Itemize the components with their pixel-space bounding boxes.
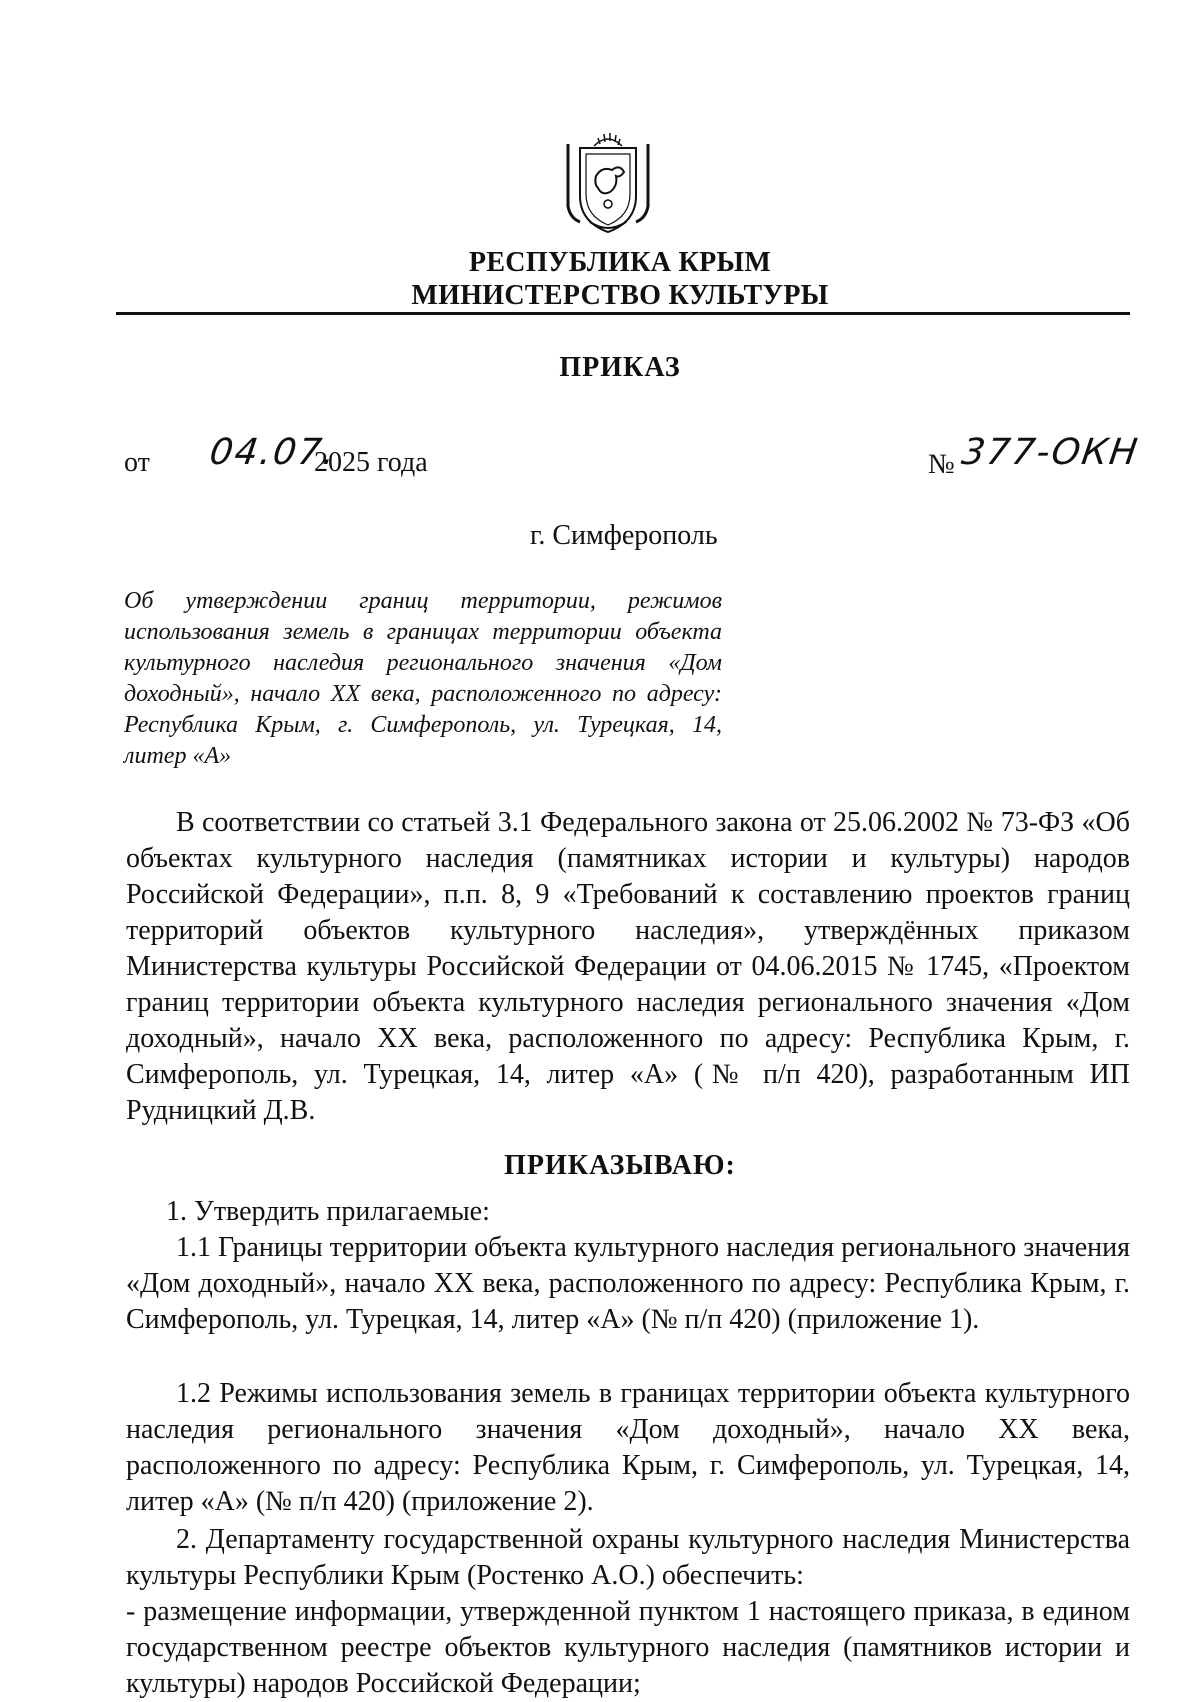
crimea-coat-of-arms-icon <box>560 126 656 236</box>
order-subject: Об утверждении границ территории, режимов использования земель в границах территории объекта культурного наследия регионального значения «Дом доходный», начало XX века, расположенного по адресу: Республика Крым, г. Симферополь, ул. Турецкая, 14, литер «А» <box>124 588 722 769</box>
number-label: № <box>928 449 955 480</box>
preamble-paragraph: В соответствии со статьей 3.1 Федерального закона от 25.06.2002 № 73-ФЗ «Об объектах культурного наследия (памятниках истории и культуры) народов Российской Федерации», п.п. 8, 9 «Требований к составлению проектов границ территорий объектов культурного наследия», утверждённых приказом Министерства культуры Российской Федерации от 04.06.2015 № 1745, «Проектом границ территории объекта культурного наследия регионального значения «Дом доходный», начало XX века, расположенного по адресу: Республика Крым, г. Симферополь, ул. Турецкая, 14, литер «А» (№ п/п 420), разработанным ИП Рудницкий Д.В. <box>126 807 1130 1126</box>
item-1: 1. Утвердить прилагаемые: <box>166 1196 490 1227</box>
date-from-label: от <box>124 447 150 478</box>
org-name-line1: РЕСПУБЛИКА КРЫМ <box>468 247 772 278</box>
header-divider <box>116 312 1130 315</box>
item-2: 2. Департаменту государственной охраны культурного наследия Министерства культуры Республики Крым (Ростенко А.О.) обеспечить: <box>126 1524 1130 1591</box>
org-name-line2: МИНИСТЕРСТВО КУЛЬТУРЫ <box>411 280 829 311</box>
order-word: ПРИКАЗЫВАЮ: <box>504 1150 736 1181</box>
item-1-1: 1.1 Границы территории объекта культурного наследия регионального значения «Дом доходный», начало XX века, расположенного по адресу: Республика Крым, г. Симферополь, ул. Турецкая, 14, литер «А» (№ п/п 420) (приложение 1). <box>126 1232 1130 1335</box>
doc-type-title: ПРИКАЗ <box>559 352 681 383</box>
city: г. Симферополь <box>530 520 718 551</box>
item-2-dash: - размещение информации, утвержденной пунктом 1 настоящего приказа, в едином государственном реестре объектов культурного наследия (памятников истории и культуры) народов Российской Федерации; <box>126 1596 1130 1699</box>
handwritten-number: 377-ОКН <box>959 432 1142 473</box>
order-number <box>959 432 1142 473</box>
date-year: 2025 года <box>314 447 428 478</box>
item-1-2: 1.2 Режимы использования земель в границах территории объекта культурного наследия регионального значения «Дом доходный», начало XX века, расположенного по адресу: Республика Крым, г. Симферополь, ул. Турецкая, 14, литер «А» (№ п/п 420) (приложение 2). <box>126 1378 1130 1517</box>
handwritten-date: 04.07. <box>207 432 340 473</box>
